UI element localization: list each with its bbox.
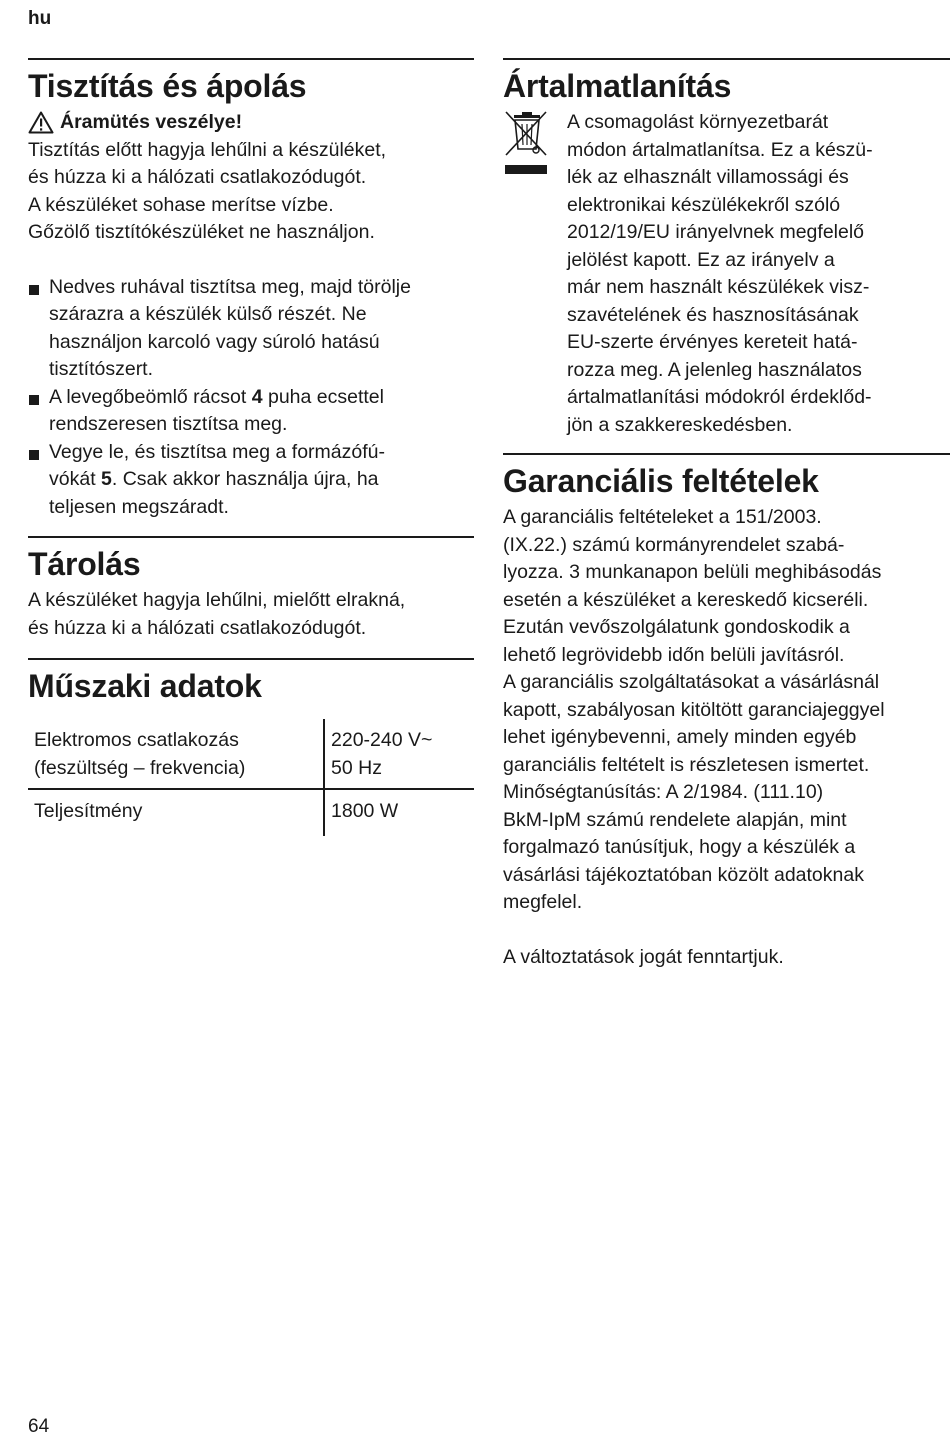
list-item: Vegye le, és tisztítsa meg a formázófú- vókát 5. Csak akkor használja újra, ha teljesen megszáradt.	[28, 439, 474, 522]
warranty-text: A garanciális feltételeket a 151/2003. (IX.22.) számú kormányrendelet szabá- lyozza. 3 munkanapon belüli meghibásodás esetén a készüléket a kereskedő kicseréli. Ezután vevőszolgálatunk gondoskodik a lehető legrövidebb időn belüli javításról. A garanciális szolgáltatásokat a vásárlásnál kapott, szabályosan kitöltött garanciajeggyel lehet igénybevenni, amely minden egyéb garanciális feltételt is részletesen ismertet. Minőségtanúsítás: A 2/1984. (111.10) BkM-IpM számú rendelete alapján, mint forgalmazó tanúsítjuk, hogy a készülék a vásárlási tájékoztatóban közölt adatoknak megfelel.	[503, 506, 885, 913]
warning-triangle-icon	[28, 111, 54, 134]
warranty-title: Garanciális feltételek	[503, 463, 819, 499]
spec-value: 1800 W	[324, 789, 474, 836]
bullet-square-icon	[29, 395, 39, 405]
technical-data-section	[28, 658, 474, 836]
disposal-text: A csomagolást környezetbarát módon ártalmatlanítsa. Ez a készü- lék az elhasznált villamossági és elektronikai készülékekről szóló 2012/19/EU irányelvnek megfelelő jelölést kapott. Ez az irányelv a már nem használt készülékek visz- szavételének és hasznosításának EU-szerte érvényes kereteit hatá- rozza meg. A jelenleg használatos ártalmatlanítási módokról érdeklőd- jön a szakkereskedésben.	[567, 111, 873, 436]
list-item: A levegőbeömlő rácsot 4 puha ecsettel rendszeresen tisztítsa meg.	[28, 384, 474, 439]
technical-data-table	[28, 719, 474, 836]
disposal-content	[503, 109, 950, 439]
bullet-square-icon	[29, 450, 39, 460]
disposal-section	[503, 58, 950, 439]
spec-key: Elektromos csatlakozás (feszültség – frekvencia)	[28, 719, 324, 789]
bullet-square-icon	[29, 285, 39, 295]
cleaning-steps-list	[28, 274, 474, 522]
list-item: Nedves ruhával tisztítsa meg, majd törölje szárazra a készülék külső részét. Ne használjon karcoló vagy súroló hatású tisztítószert.	[28, 274, 474, 384]
table-row	[28, 719, 474, 789]
right-column	[503, 58, 950, 971]
storage-text: A készüléket hagyja lehűlni, mielőtt elrakná, és húzza ki a hálózati csatlakozódugót.	[28, 589, 406, 639]
cleaning-section	[28, 58, 474, 521]
cleaning-title: Tisztítás és ápolás	[28, 68, 307, 104]
page-number: 64	[28, 1416, 50, 1437]
spec-value: 220-240 V~ 50 Hz	[331, 729, 433, 779]
language-code: hu	[28, 8, 52, 29]
disposal-title: Ártalmatlanítás	[503, 68, 732, 104]
storage-section	[28, 536, 474, 642]
storage-title: Tárolás	[28, 546, 141, 582]
crossed-out-wheeled-bin-icon	[503, 109, 555, 439]
warning-text: Tisztítás előtt hagyja lehűlni a készüléket, és húzza ki a hálózati csatlakozódugót. A készüléket sohase merítse vízbe. Gőzölő tisztítókészüléket ne használjon.	[28, 138, 387, 243]
rights-reserved-note: A változtatások jogát fenntartjuk.	[503, 945, 784, 968]
warranty-section	[503, 453, 950, 971]
technical-data-title: Műszaki adatok	[28, 668, 262, 704]
table-row	[28, 789, 474, 836]
left-column	[28, 58, 474, 836]
electric-shock-warning	[28, 109, 474, 137]
spec-key: Teljesítmény	[28, 789, 324, 836]
warning-label: Áramütés veszélye!	[60, 111, 243, 133]
